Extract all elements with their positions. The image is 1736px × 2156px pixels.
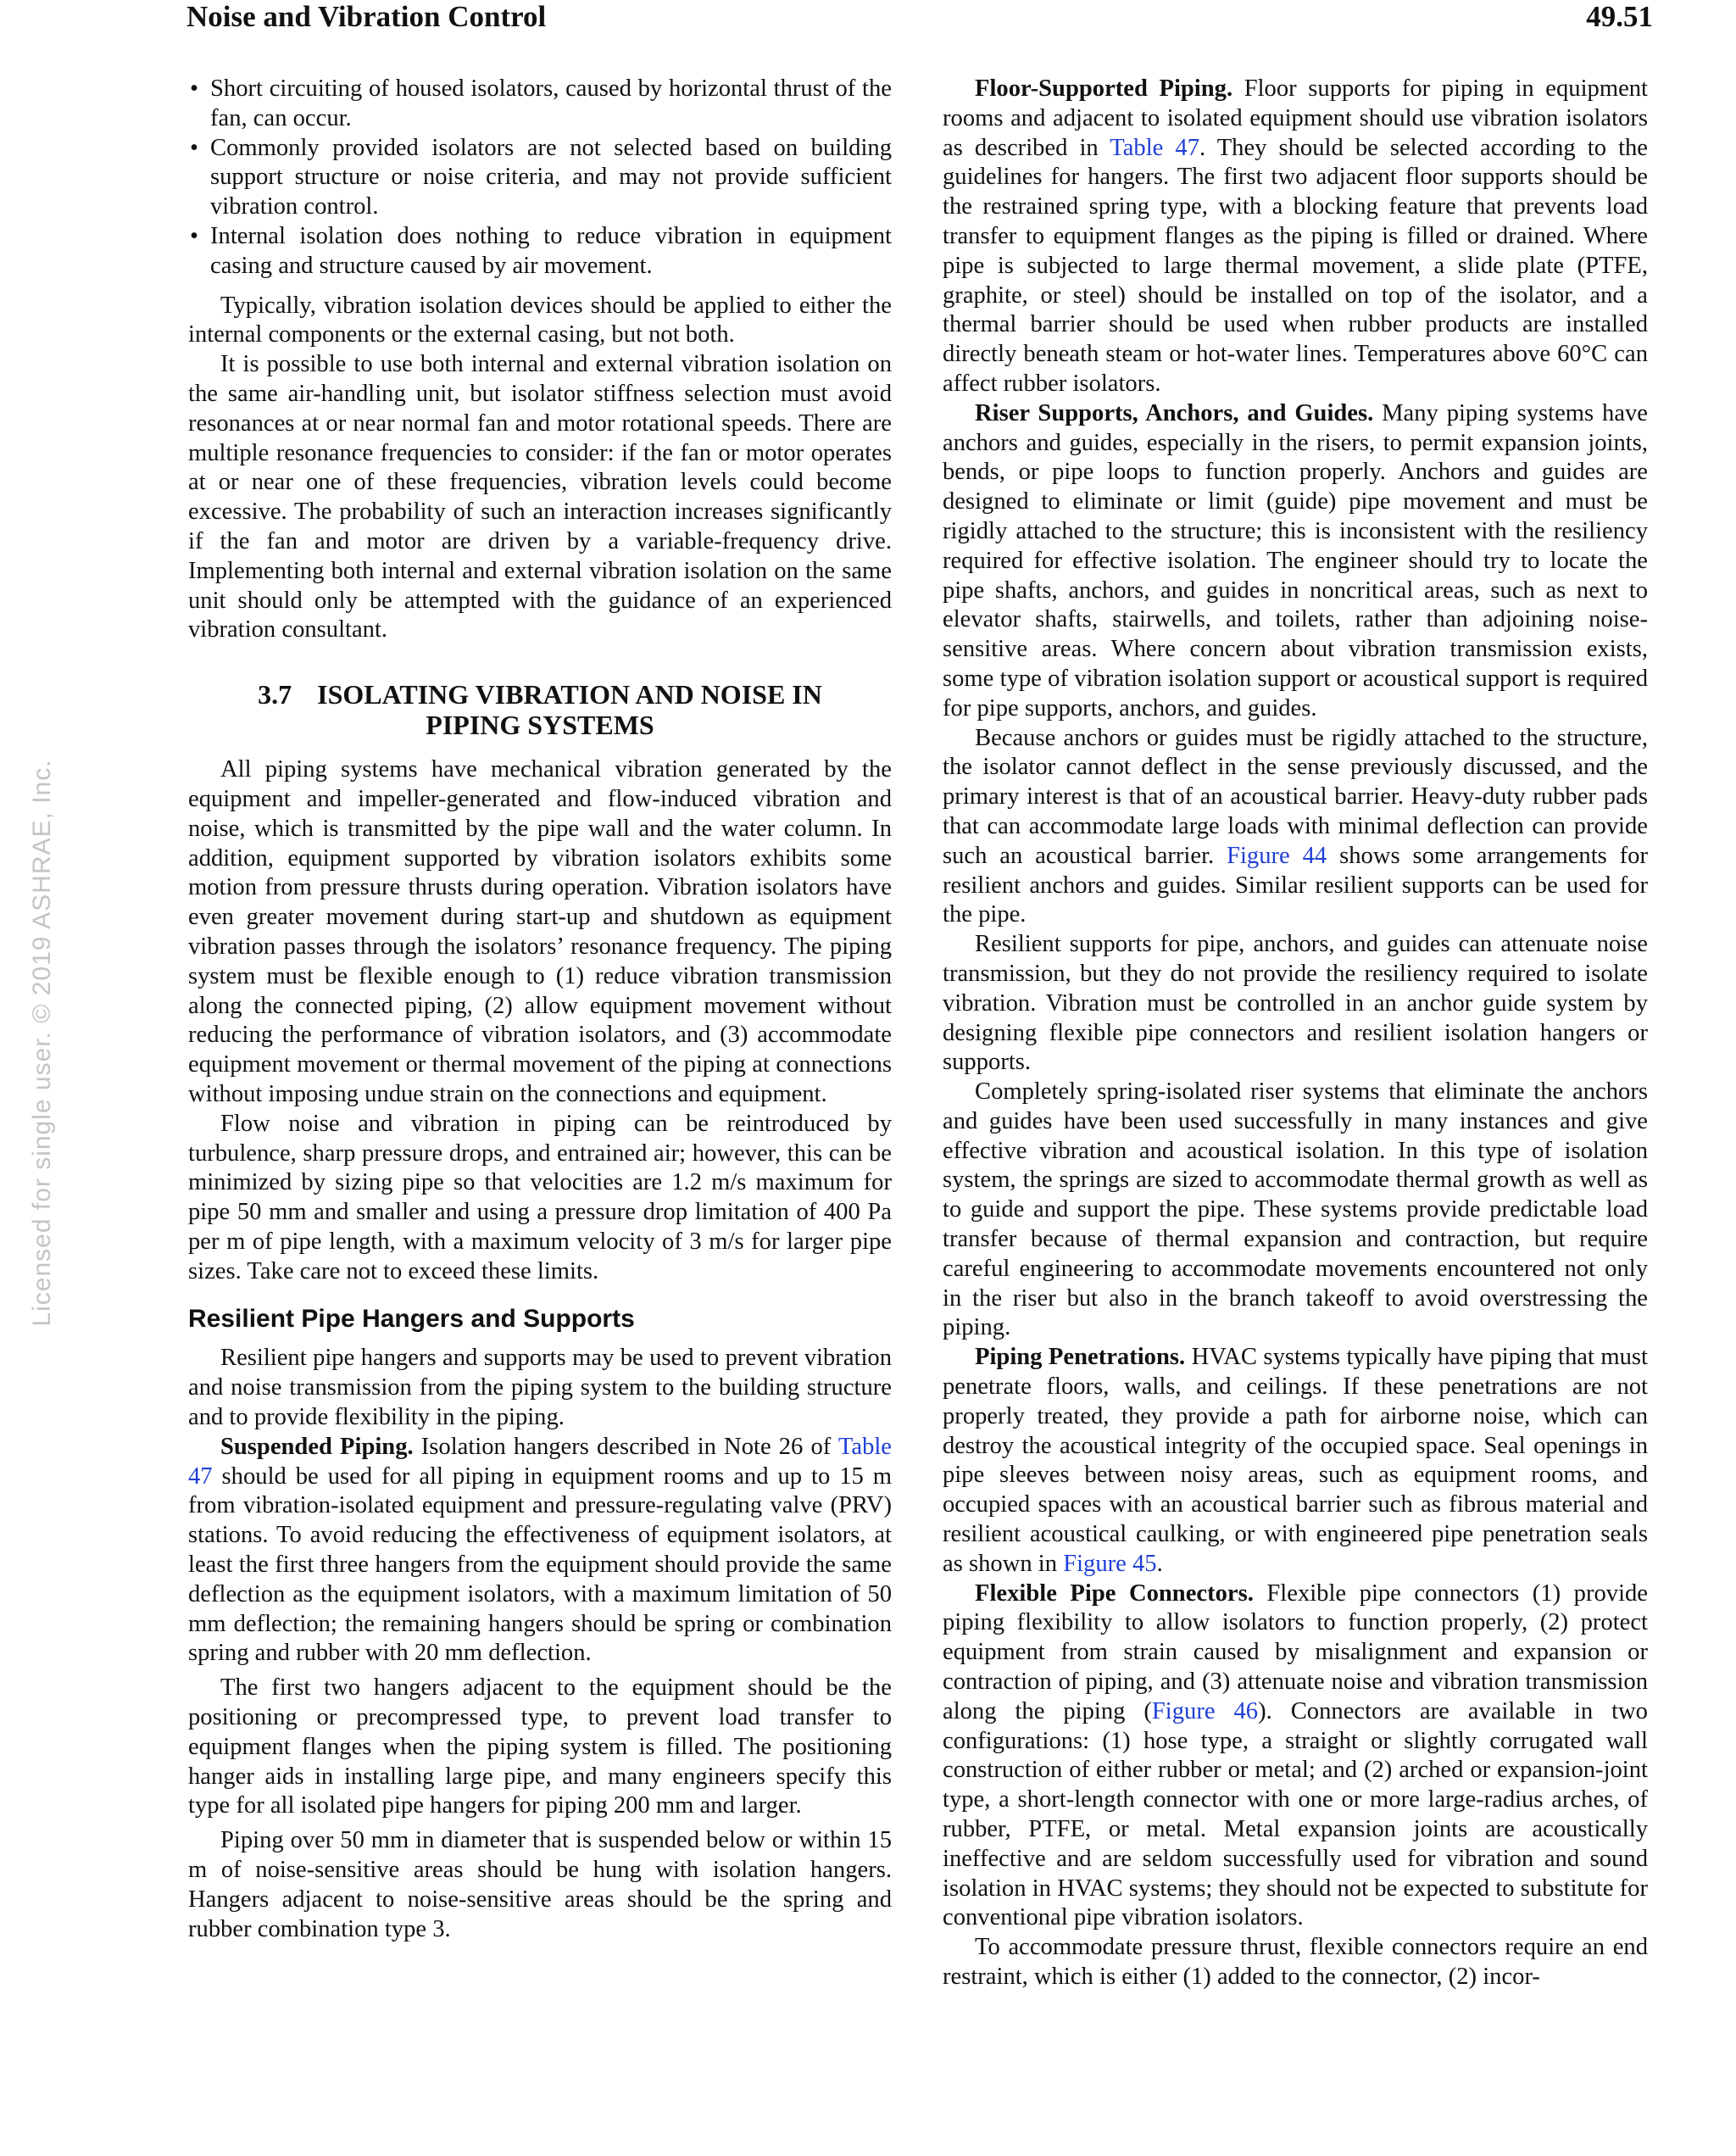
paragraph: Completely spring-isolated riser systems that eliminate the anchors and guides have been used successfully in many instances and give effective vibration and acoustical isolation. In this type of isolation system, the springs are sized to accommodate thermal growth as well as to guide and support the pipe. These systems provide predictable load transfer because of thermal expansion and contraction, but require careful engineering to accommodate movements encountered not only in the riser but also in the branch takeoff to avoid overstressing the piping. <box>943 1078 1648 1341</box>
paragraph: Riser Supports, Anchors, and Guides. Many piping systems have anchors and guides, especially in the risers, to permit expansion joints, bends, or pipe loops to function properly. Anchors and guides are designed to eliminate or limit (guide) pipe movement and must be rigidly attached to the structure; this is inconsistent with the resiliency required for effective isolation. The engineer should try to locate the pipe shafts, anchors, and guides in noncritical areas, such as next to elevator shafts, stairwells, and toilets, rather than adjoining noise-sensitive areas. Where concern about vibration transmission exists, some type of vibration isolation support or acoustical support is required for pipe supports, anchors, and guides. <box>943 399 1648 721</box>
paragraph: Flow noise and vibration in piping can be reintroduced by turbulence, sharp pressure drops, and entrained air; however, this can be minimized by sizing pipe so that velocities are 1.2 m/s maximum for pipe 50 mm and smaller and using a pressure drop limitation of 400 Pa per m of pipe length, with a maximum velocity of 3 m/s for larger pipe sizes. Take care not to exceed these limits. <box>188 1110 892 1284</box>
left-column <box>188 75 892 1944</box>
bullet-icon: • <box>190 75 199 102</box>
paragraph: It is possible to use both internal and external vibration isolation on the same air-handling unit, but isolator stiffness selection must avoid resonances at or near normal fan and motor rotational speeds. There are multiple resonance frequencies to consider: if the fan or motor operates at or near one of these frequencies, vibration levels could become excessive. The probability of such an interaction increases significantly if the fan and motor are driven by a variable-frequency drive. Implementing both internal and external vibration isolation on the same unit should only be attempted with the guidance of an experienced vibration consultant. <box>188 351 892 643</box>
paragraph: Resilient supports for pipe, anchors, and guides can attenuate noise transmission, but they do not provide the resiliency required to isolate vibration. Vibration must be controlled in an anchor guide system by designing flexible pipe connectors and resilient isolation hangers or supports. <box>943 931 1648 1076</box>
bullet-icon: • <box>190 222 199 249</box>
paragraph: Suspended Piping. Isolation hangers described in Note 26 of Table 47 should be used for all piping in equipment rooms and up to 15 m from vibration-isolated equipment and pressure-regulating valve (PRV) stations. To avoid reducing the effectiveness of equipment isolators, at least the first three hangers from the equipment should provide the same deflection as the equipment isolators, with a maximum limitation of 50 mm deflection; the remaining hangers should be spring or combination spring and rubber with 20 mm deflection. <box>188 1433 892 1667</box>
table-47-link[interactable]: Table 47 <box>1110 134 1200 161</box>
paragraph: Floor-Supported Piping. Floor supports for piping in equipment rooms and adjacent to isolated equipment should use vibration isolators as described in Table 47. They should be selected according to the guidelines for hangers. The first two adjacent floor supports should be the restrained spring type, with a blocking feature that prevents load transfer to equipment flanges as the piping is filled or drained. Where pipe is subjected to large thermal movement, a slide plate (PTFE, graphite, or steel) should be installed on top of the isolator, and a thermal barrier should be used when rubber products are installed directly beneath steam or hot-water lines. Temperatures above 60°C can affect rubber isolators. <box>943 75 1648 397</box>
paragraph: Piping over 50 mm in diameter that is suspended below or within 15 m of noise-sensitive areas should be hung with isolation hangers. Hangers adjacent to noise-sensitive areas should be the spring and rubber combination type 3. <box>188 1827 892 1942</box>
list-item: • Commonly provided isolators are not selected based on building support structure or noise criteria, and may not provide sufficient vibration control. <box>190 134 892 220</box>
paragraph: Flexible Pipe Connectors. Flexible pipe connectors (1) provide piping flexibility to allow isolators to function properly, (2) protect equipment from strain caused by misalignment and expansion or contraction of piping, and (3) attenuate noise and vibration transmission along the piping (Figure 46). Connectors are available in two configurations: (1) hose type, a straight or slightly corrugated wall construction of either rubber or metal; and (2) arched or expansion-joint type, a short-length connector with one or more large-radius arches, of rubber, PTFE, or metal. Metal expansion joints are acoustically ineffective and are seldom successfully used for vibration and sound isolation in HVAC systems; they should not be expected to substitute for conventional pipe vibration isolators. <box>943 1579 1648 1931</box>
figure-44-link[interactable]: Figure 44 <box>1227 842 1327 869</box>
paragraph: Resilient pipe hangers and supports may be used to prevent vibration and noise transmission from the piping system to the building structure and to provide flexibility in the piping. <box>188 1345 892 1431</box>
section-heading <box>188 679 892 740</box>
runin-heading: Piping Penetrations. <box>975 1344 1186 1371</box>
figure-45-link[interactable]: Figure 45 <box>1063 1550 1157 1577</box>
paragraph: The first two hangers adjacent to the equipment should be the positioning or precompressed type, to prevent load transfer to equipment flanges when the piping system is filled. The positioning hanger aids in installing large pipe, and many engineers specify this type for all isolated pipe hangers for piping 200 mm and larger. <box>188 1674 892 1819</box>
section-title-line1: ISOLATING VIBRATION AND NOISE IN <box>317 679 822 710</box>
bullet-icon: • <box>190 134 199 161</box>
list-item: • Short circuiting of housed isolators, caused by horizontal thrust of the fan, can occur. <box>190 75 892 131</box>
paragraph: Piping Penetrations. HVAC systems typically have piping that must penetrate floors, walls, and ceilings. If these penetrations are not properly treated, they provide a path for airborne noise, which can destroy the acoustical integrity of the occupied space. Seal openings in pipe sleeves between noisy areas, such as equipment rooms, and occupied spaces with an acoustical barrier such as fibrous material and resilient acoustical caulking, or with engineered pipe penetration seals as shown in Figure 45. <box>943 1344 1648 1577</box>
paragraph: Because anchors or guides must be rigidly attached to the structure, the isolator cannot deflect in the sense previously discussed, and the primary interest is that of an acoustical barrier. Heavy-duty rubber pads that can accommodate large loads with minimal deflection can provide such an acoustical barrier. Figure 44 shows some arrangements for resilient anchors and guides. Similar resilient supports can be used for the pipe. <box>943 724 1649 928</box>
runin-heading: Floor-Supported Piping. <box>975 75 1233 102</box>
watermark-text: Licensed for single user. © 2019 ASHRAE, Inc. <box>28 759 56 1327</box>
page-header <box>186 0 1653 34</box>
paragraph: All piping systems have mechanical vibration generated by the equipment and impeller-generated and flow-induced vibration and noise, which is transmitted by the pipe wall and the water column. In addition, equipment supported by vibration isolators exhibits some motion from pressure thrusts during operation. Vibration isolators have even greater movement during start-up and shutdown as equipment vibration passes through the isolators’ resonance frequency. The piping system must be flexible enough to (1) reduce vibration transmission along the connected piping, (2) allow equipment movement without reducing the performance of vibration isolators, and (3) accommodate equipment movement or thermal movement of the piping at connections without imposing undue strain on the connections and equipment. <box>188 756 892 1107</box>
figure-46-link[interactable]: Figure 46 <box>1151 1697 1259 1724</box>
section-title-line2: PIPING SYSTEMS <box>426 710 654 741</box>
runin-heading: Suspended Piping. <box>220 1433 414 1460</box>
list-item: • Internal isolation does nothing to reduce vibration in equipment casing and structure caused by air movement. <box>190 222 892 279</box>
subsection-heading: Resilient Pipe Hangers and Supports <box>188 1305 635 1334</box>
right-column <box>943 75 1648 1992</box>
running-title: Noise and Vibration Control <box>186 0 547 33</box>
paragraph: To accommodate pressure thrust, flexible connectors require an end restraint, which is either (1) added to the connector, (2) incor- <box>943 1934 1648 1990</box>
paragraph: Typically, vibration isolation devices should be applied to either the internal components or the external casing, but not both. <box>188 292 892 348</box>
runin-heading: Riser Supports, Anchors, and Guides. <box>975 399 1374 426</box>
section-number: 3.7 <box>258 679 292 710</box>
page-number: 49.51 <box>1586 0 1653 33</box>
table-47-link[interactable]: Table 47 <box>188 1433 892 1490</box>
runin-heading: Flexible Pipe Connectors. <box>975 1579 1254 1607</box>
bullet-list <box>188 75 892 281</box>
